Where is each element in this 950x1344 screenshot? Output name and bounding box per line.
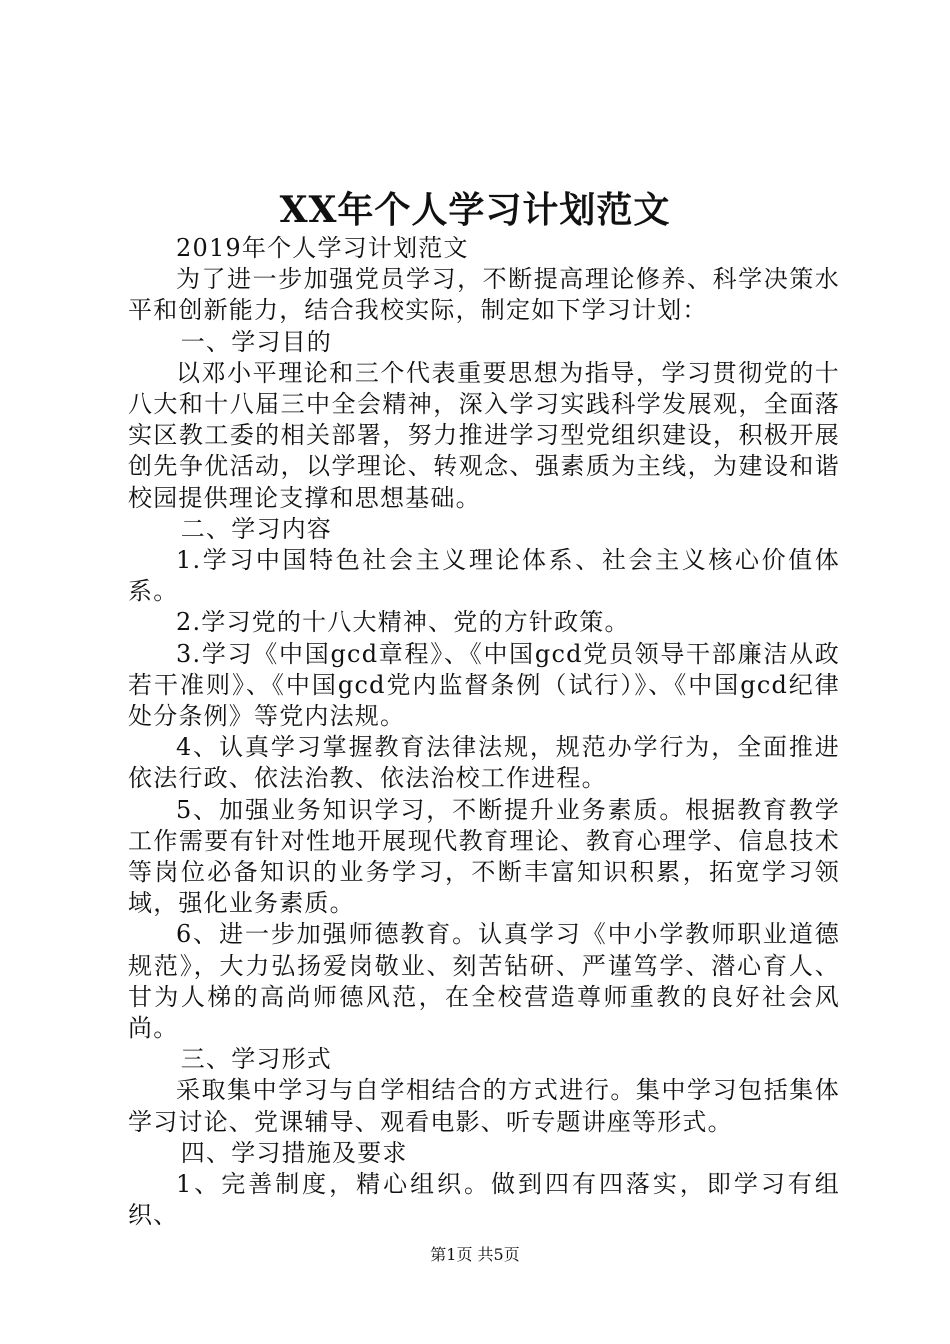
section-heading-content: 二、学习内容: [180, 514, 332, 543]
list-item-content-4: 4、认真学习掌握教育法律法规，规范办学行为，全面推进依法行政、依法治教、依法治校工作进程。: [128, 733, 840, 793]
list-item-content-6: 6、进一步加强师德教育。认真学习《中小学教师职业道德规范》，大力弘扬爱岗敬业、刻苦钻研、严谨笃学、潜心育人、甘为人梯的高尚师德风范，在全校营造尊师重教的良好社会风尚。: [128, 920, 840, 1043]
list-item-content-5: 5、加强业务知识学习，不断提升业务素质。根据教育教学工作需要有针对性地开展现代教育理论、教育心理学、信息技术等岗位必备知识的业务学习，不断丰富知识积累，拓宽学习领域，强化业务素质。: [128, 795, 840, 918]
section-heading-form: 三、学习形式: [180, 1045, 332, 1074]
page-footer: 第1页 共5页: [430, 1245, 520, 1264]
list-item-measures-1: 1、完善制度，精心组织。做到四有四落实，即学习有组织、: [128, 1170, 840, 1230]
document-body: [128, 233, 840, 1232]
paragraph-purpose: 以邓小平理论和三个代表重要思想为指导，学习贯彻党的十八大和十八届三中全会精神，深入学习实践科学发展观，全面落实区教工委的相关部署，努力推进学习型党组织建设，积极开展创先争优活动，以学理论、转观念、强素质为主线，为建设和谐校园提供理论支撑和思想基础。: [128, 358, 840, 512]
paragraph-subtitle: 2019年个人学习计划范文: [176, 234, 469, 262]
section-heading-purpose: 一、学习目的: [180, 327, 332, 356]
list-item-content-1: 1.学习中国特色社会主义理论体系、社会主义核心价值体系。: [128, 546, 840, 606]
paragraph-intro: 为了进一步加强党员学习，不断提高理论修养、科学决策水平和创新能力，结合我校实际，制定如下学习计划：: [128, 265, 840, 325]
document-title: XX年个人学习计划范文: [279, 189, 671, 231]
paragraph-form: 采取集中学习与自学相结合的方式进行。集中学习包括集体学习讨论、党课辅导、观看电影、听专题讲座等形式。: [128, 1076, 840, 1136]
section-heading-measures: 四、学习措施及要求: [180, 1138, 408, 1167]
list-item-content-3: 3.学习《中国gcd章程》、《中国gcd党员领导干部廉洁从政若干准则》、《中国gcd党内监督条例（试行）》、《中国gcd纪律处分条例》等党内法规。: [128, 639, 840, 731]
list-item-content-2: 2.学习党的十八大精神、党的方针政策。: [176, 608, 630, 637]
